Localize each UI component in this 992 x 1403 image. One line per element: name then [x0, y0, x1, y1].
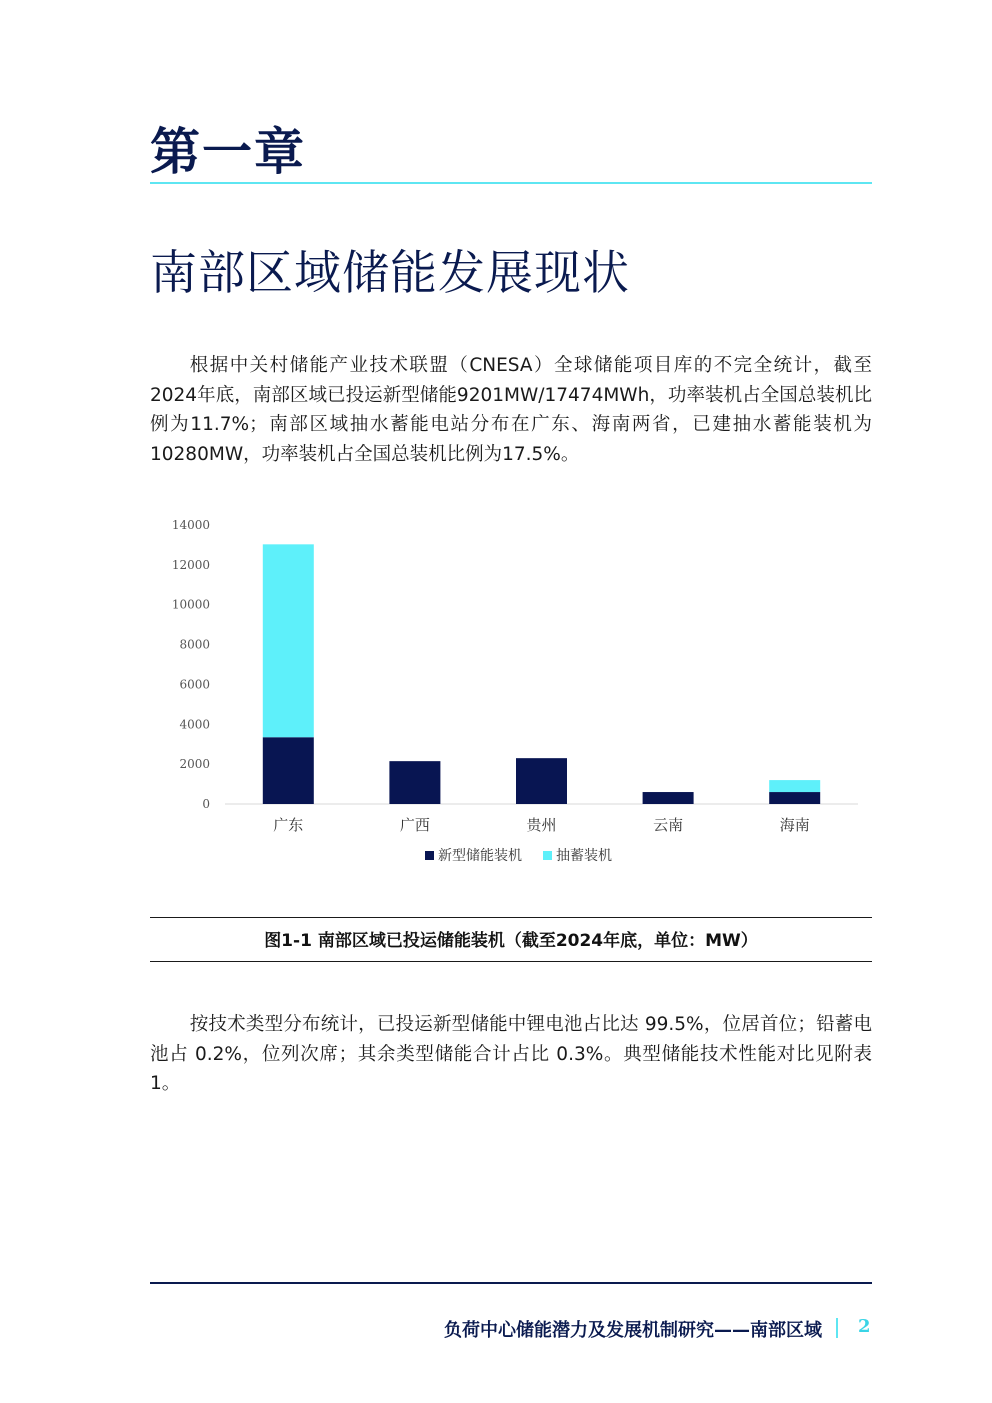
x-tick-label: 广东	[273, 816, 304, 834]
y-tick-label: 10000	[171, 597, 210, 612]
footer-separator	[836, 1318, 838, 1338]
bar	[769, 792, 820, 804]
bar	[389, 761, 440, 804]
bar	[263, 544, 314, 737]
legend-swatch	[425, 851, 434, 860]
y-tick-label: 8000	[179, 637, 210, 652]
x-tick-label: 海南	[779, 816, 810, 834]
page-number: 2	[858, 1316, 871, 1337]
figure-caption: 图1-1 南部区域已投运储能装机（截至2024年底，单位：MW）	[264, 931, 758, 951]
y-tick-label: 4000	[179, 717, 210, 732]
caption-top-rule	[150, 917, 872, 918]
x-tick-label: 贵州	[526, 816, 557, 834]
chapter-heading: 第一章	[150, 123, 306, 181]
storage-capacity-chart	[150, 505, 872, 885]
footer-divider	[150, 1282, 872, 1284]
x-tick-label: 云南	[653, 816, 684, 834]
technology-paragraph: 按技术类型分布统计，已投运新型储能中锂电池占比达 99.5%，位居首位；铅蓄电池占 0.2%，位列次席；其余类型储能合计占比 0.3%。典型储能技术性能对比见附表1。	[150, 1014, 872, 1094]
x-tick-label: 广西	[399, 816, 430, 834]
caption-bottom-rule	[150, 961, 872, 962]
footer-title: 负荷中心储能潜力及发展机制研究——南部区域	[444, 1320, 822, 1341]
y-tick-label: 14000	[171, 518, 210, 532]
y-tick-label: 12000	[171, 557, 210, 572]
section-title: 南部区域储能发展现状	[150, 246, 630, 301]
legend-label: 新型储能装机	[438, 848, 522, 864]
y-tick-label: 6000	[179, 677, 210, 692]
bar	[769, 780, 820, 792]
bar	[643, 792, 694, 804]
y-tick-label: 2000	[179, 757, 210, 772]
intro-paragraph: 根据中关村储能产业技术联盟（CNESA）全球储能项目库的不完全统计，截至2024年底，南部区域已投运新型储能9201MW/17474MWh，功率装机占全国总装机比例为11.7%；南部区域抽水蓄能电站分布在广东、海南两省，已建抽水蓄能装机为10280MW，功率装机占全国总装机比例为17.5%。	[150, 355, 872, 465]
bar	[263, 737, 314, 804]
y-tick-label: 0	[202, 797, 210, 811]
chapter-divider	[150, 182, 872, 184]
legend-swatch	[543, 851, 552, 860]
bar	[516, 758, 567, 804]
legend-label: 抽蓄装机	[556, 848, 612, 864]
